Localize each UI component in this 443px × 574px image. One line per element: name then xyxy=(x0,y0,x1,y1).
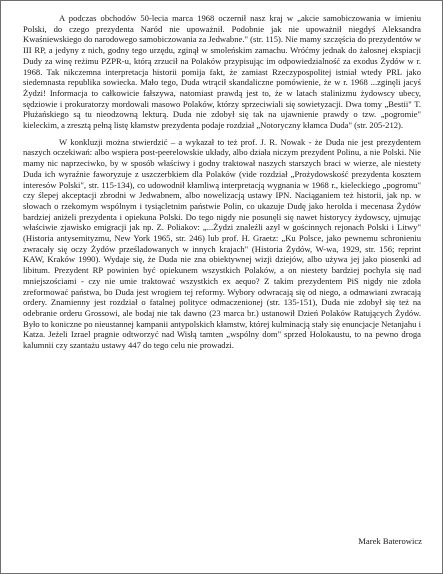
paragraph-2: W konkluzji można stwierdzić – a wykazał to też prof. J. R. Nowak - że Duda nie jest prezydentem naszych oczekiwań: albo wspiera post-peerelowskie układy, albo działa niczym prezydent Polinu, a nie Polski. Nie mamy nic naprzeciwko, by w sposób właściwy i godny traktował naszych starszych braci w wierze, ale niestety Duda ich wyraźnie faworyzuje z uszczerbkiem dla Polaków (vide rozdział „Prożydowskość prezydenta kosztem interesów Polski", str. 115-134), co udowodnił kłamliwą interpretacją wygnania w 1968 r., kieleckiego „pogromu" czy ślepej akceptacji zbrodni w Jedwabnem, albo nowelizacją ustawy IPN. Naciąganiem też historii, jak np. w słowach o rzekomym wspólnym i tysiącletnim państwie Polin, co ukazuje Dudę jako herolda i mecenasa Żydów bardziej aniżeli prezydenta i opiekuna Polski. Do tego nigdy nie posunęli się nawet historycy żydowscy, ujmując właściwie zjawisko emigracji jak np. Z. Poliakov: „...Żydzi znaleźli azyl w gościnnych rejonach Polski i Litwy" (Historia antysemityzmu, New York 1965, str. 246) lub prof. H. Graetz: „Ku Polsce, jako pewnemu schronieniu zwracały się oczy Żydów prześladowanych w innych krajach" (Historia Żydów, W-wa, 1929, str. 156; reprint KAW, Kraków 1990). Wydaje się, że Duda nie zna obiektywnej wizji dziejów, albo używa jej jako piosenki ad libitum. Prezydent RP powinien być opiekunem wszystkich Polaków, a on niestety bardziej pochyla się nad mniejszościami - czy nie umie traktować wszystkich ex aequo? Z takim prezydentem PiS nigdy nie zdoła zreformować państwa, bo Duda jest wrogiem tej reformy. Wybory odwracają się od niego, a odmawiani zwracają ordery. Znamienny jest rozdział o fatalnej polityce odmaczenionej (str. 135-151), Duda nie zdobył się też na odebranie orderu Grossowi, ale bodaj nie tak dawno (23 marca br.) ustanowił Dzień Polaków Ratujących Żydów. Było to koniczne po nieustannej kampanii antypolskich kłamstw, której kulminacją stały się enuncjacje Netanjahu i Katza. Jeżeli Izrael pragnie odtworzyć nad Wisłą tamten „wspólny dom" sprzed Holokaustu, to na pewno droga kalumnii czy szantażu ustawy 447 do tego celu nie prowadzi. xyxy=(23,136,421,351)
author-signature: Marek Baterowicz xyxy=(358,536,422,546)
paragraph-1: A podczas obchodów 50-lecia marca 1968 oczernił nasz kraj w „akcie samobiczowania w imieniu Polski, do czego prezydenta Naród nie upoważnił. Podobnie jak nie upoważnił niegdyś Aleksandra Kwaśniewskiego do narodowego samobiczowania za Jedwabne." (str. 115). Nie mamy szczęścia do prezydentów w III RP, a jedyny z nich, godny tego urzędu, zginął w smoleńskim zamachu. Wróćmy jednak do żałosnej ekspiacji Dudy za winę reżimu PZPR-u, którą zrzucił na Polaków przypisując im odpowiedzialność za exodus Żydów w r. 1968. Tak nikczemna interpretacja historii pomija fakt, że zamiast Rzeczypospolitej istniał wtedy PRL jako siedemnasta republika sowiecka. Mało tego, Duda wtrącił skandaliczne pomówienie, że w r. 1968 ...zginęli jacyś Żydzi! Informacja to całkowicie fałszywa, natomiast prawdą jest to, że w latach stalinizmu żydowscy ubecy, sędziowie i prokuratorzy mordowali masowo Polaków, którzy sprzeciwiali się sowietyzacji. Dwa tomy „Bestii" T. Płużańskiego są tu nieodzowną lekturą. Duda nie zdobył się tak na ujawnienie prawdy o tzw. „pogromie" kieleckim, a zresztą pełną listę kłamstw prezydenta podaje rozdział „Notoryczny kłamca Duda" (str. 205-212). xyxy=(23,13,421,131)
article-body xyxy=(23,13,421,357)
